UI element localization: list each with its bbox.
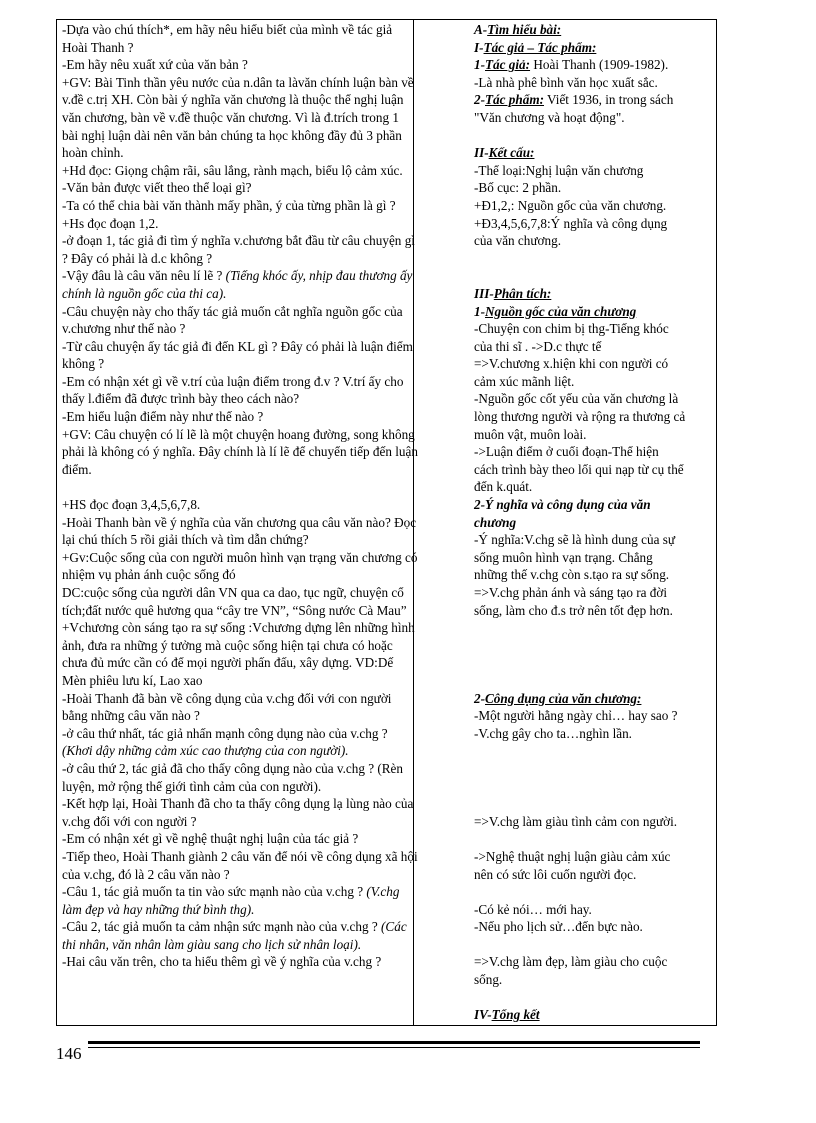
- text-line: -Thể loại:Nghị luận văn chương: [474, 162, 644, 178]
- text-line: làm đẹp và hay những thứ bình thg).: [62, 901, 255, 917]
- text-line: -Em hãy nêu xuất xứ của văn bản ?: [62, 57, 248, 73]
- text-line: +GV: Bài Tinh thần yêu nước của n.dân ta làvăn chính luận bàn về: [62, 74, 414, 90]
- text-line: của văn chương.: [474, 233, 561, 249]
- text-line: v.chương như thế nào ?: [62, 321, 186, 337]
- section-heading: A-Tìm hiểu bài:: [474, 22, 562, 37]
- text-line: -Một người hằng ngày chỉ… hay sao ?: [474, 708, 678, 724]
- footer-rule-thin: [88, 1047, 700, 1048]
- text-line: -V.chg gây cho ta…nghìn lần.: [474, 725, 632, 741]
- text-line: -Kết hợp lại, Hoài Thanh đã cho ta thấy công dụng lạ lùng nào của: [62, 796, 414, 812]
- text-line: =>V.chương x.hiện khi con người có: [474, 356, 669, 372]
- text-line: -Hoài Thanh bàn về ý nghĩa của văn chương qua câu văn nào? Đọc: [62, 514, 417, 530]
- text-line: chính là nguồn gốc của thi ca).: [62, 285, 227, 301]
- text-line: bằng những câu văn nào ?: [62, 708, 200, 724]
- text-line: -Là nhà phê bình văn học xuất sắc.: [474, 74, 658, 90]
- text-line: -Nguồn gốc cốt yếu của văn chương là: [474, 391, 679, 407]
- text-line: văn chương, bàn về v.đề thuộc văn chương. Vì là đ.trích trong 1: [62, 109, 399, 125]
- text-line: luyện, mở rộng thế giới tình cảm của con người).: [62, 778, 322, 794]
- section-heading: IV-Tổng kết: [474, 1007, 540, 1023]
- text-line: -ở câu thứ nhất, tác giả nhấn mạnh công dụng nào của v.chg ?: [62, 725, 388, 741]
- teacher-activities-column: [62, 21, 462, 971]
- text-line: những thế v.chg còn s.tạo ra sự sống.: [474, 567, 670, 583]
- text-line: muôn vật, muôn loài.: [474, 426, 587, 442]
- text-line: cảm xúc mãnh liệt.: [474, 373, 575, 389]
- text-line: phải là không có ý nghĩa. Đây chính là lí lẽ để chuyển tiếp đến luận: [62, 444, 418, 460]
- section-heading: 2-Công dụng của văn chương:: [474, 690, 642, 706]
- text-line: không ?: [62, 356, 105, 372]
- text-line: +Đ1,2,: Nguồn gốc của văn chương.: [474, 197, 667, 213]
- text-line: lòng thương người và rộng ra thương cả: [474, 409, 686, 425]
- section-heading: 1-Nguồn gốc của văn chương: [474, 303, 637, 319]
- text-line: +Đ3,4,5,6,7,8:Ý nghĩa và công dụng: [474, 215, 668, 231]
- text-line: -Dựa vào chú thích*, em hãy nêu hiểu biết của mình về tác giả: [62, 22, 393, 37]
- text-line: -Từ câu chuyện ấy tác giả đi đến KL gì ? Đây có phải là luận điểm: [62, 338, 413, 354]
- text-line: Hoài Thanh ?: [62, 39, 134, 55]
- text-line: +Hs đọc đoạn 1,2.: [62, 215, 159, 231]
- text-line: lại chú thích 5 rồi giải thích và tìm dẫn chứng?: [62, 532, 309, 548]
- text-line: (Khơi dậy những cảm xúc cao thượng của con người).: [62, 743, 349, 759]
- text-line: thấy l.điểm đã được trình bày theo cách nào?: [62, 391, 300, 407]
- text-line: v.đề c.trị XH. Còn bài ý nghĩa văn chương là thuộc thể nghị luận: [62, 92, 404, 108]
- text-line: hoàn chỉnh.: [62, 145, 124, 161]
- section-heading: I-Tác giả – Tác phẩm:: [474, 39, 597, 55]
- text-line: chưa đủ mức cần có để mọi người phấn đấu, xây dựng. VD:Dế: [62, 655, 394, 671]
- text-line: +Vchương còn sáng tạo ra sự sống :Vchương dựng lên những hình: [62, 620, 415, 636]
- text-line: 1-Tác giả: Hoài Thanh (1909-1982).: [474, 57, 669, 73]
- text-line: thi nhân, văn nhân làm giàu sang cho lịch sử nhân loại).: [62, 936, 362, 952]
- text-line: bài nghị luận dài nên văn bản chúng ta học không đầy đủ 3 phần: [62, 127, 402, 143]
- text-line: điểm.: [62, 461, 92, 477]
- text-line: -Tiếp theo, Hoài Thanh giành 2 câu văn để nói về công dụng xã hội: [62, 848, 418, 864]
- text-line: Mèn phiêu lưu kí, Lao xao: [62, 672, 203, 688]
- text-line: sống muôn hình vạn trạng. Chẳng: [474, 549, 653, 565]
- section-heading: chương: [474, 514, 517, 530]
- text-line: +HS đọc đoạn 3,4,5,6,7,8.: [62, 497, 201, 513]
- text-line: DC:cuộc sống của người dân VN qua ca dao, tục ngữ, chuyện cổ: [62, 585, 404, 600]
- section-heading: II-Kết cấu:: [474, 145, 535, 161]
- section-heading: III-Phân tích:: [474, 285, 552, 301]
- text-line: -ở đoạn 1, tác giả đi tìm ý nghĩa v.chương bắt đầu từ câu chuyện gì: [62, 233, 415, 249]
- text-line: -Nếu pho lịch sử…đến bực nào.: [474, 919, 643, 935]
- text-line: ->Luận điểm ở cuối đoạn-Thể hiện: [474, 444, 659, 460]
- text-line: của thi sĩ . ->D.c thực tế: [474, 338, 602, 354]
- text-line: -Hoài Thanh đã bàn về công dụng của v.chg đối với con người: [62, 690, 392, 706]
- text-line: nên có sức lôi cuốn người đọc.: [474, 866, 637, 882]
- text-line: -Em hiểu luận điểm này như thế nào ?: [62, 409, 264, 425]
- text-line: -Câu chuyện này cho thấy tác giả muốn cắt nghĩa nguồn gốc của: [62, 303, 403, 319]
- text-line: -Ý nghĩa:V.chg sẽ là hình dung của sự: [474, 532, 676, 548]
- content-column: [474, 21, 712, 1024]
- text-line: ảnh, đưa ra những ý tưởng mà cuộc sống hiện tại chưa có hoặc: [62, 637, 393, 653]
- text-line: 2-Tác phẩm: Viết 1936, in trong sách: [474, 92, 674, 108]
- text-line: -ở câu thứ 2, tác giả đã cho thấy công dụng nào của v.chg ? (Rèn: [62, 760, 404, 776]
- text-line: -Bố cục: 2 phần.: [474, 180, 562, 196]
- text-line: "Văn chương và hoạt động".: [474, 109, 625, 125]
- text-line: -Có kẻ nói… mới hay.: [474, 901, 592, 917]
- text-line: -Ta có thể chia bài văn thành mấy phần, ý của từng phần là gì ?: [62, 197, 396, 213]
- text-line: nhiệm vụ phản ánh cuộc sống đó: [62, 567, 236, 583]
- text-line: -Câu 1, tác giả muốn ta tin vào sức mạnh nào của v.chg ? (V.chg: [62, 884, 400, 900]
- text-line: -Em có nhận xét gì về v.trí của luận điểm trong đ.v ? V.trí ấy cho: [62, 373, 404, 389]
- text-line: -Câu 2, tác giả muốn ta cảm nhận sức mạnh nào của v.chg ? (Các: [62, 919, 407, 935]
- text-line: -Em có nhận xét gì về nghệ thuật nghị luận của tác giả ?: [62, 831, 359, 847]
- section-heading: 2-Ý nghĩa và công dụng của văn: [474, 497, 651, 513]
- footer-rule-thick: [88, 1041, 700, 1044]
- text-line: +GV: Câu chuyện có lí lẽ là một chuyện hoang đường, song không: [62, 426, 415, 442]
- text-line: =>V.chg làm giàu tình cảm con người.: [474, 813, 678, 829]
- text-line: -Chuyện con chim bị thg-Tiếng khóc: [474, 321, 669, 337]
- text-line: =>V.chg làm đẹp, làm giàu cho cuộc: [474, 954, 668, 970]
- page-number: 146: [56, 1044, 82, 1063]
- text-line: ->Nghệ thuật nghị luận giàu cảm xúc: [474, 848, 671, 864]
- text-line: v.chg đối với con người ?: [62, 813, 197, 829]
- text-line: ? Đây có phải là d.c không ?: [62, 250, 213, 266]
- text-line: cách trình bày theo lối qui nạp từ cụ thể: [474, 461, 684, 477]
- text-line: sống.: [474, 972, 503, 988]
- text-line: tích;đất nước quê hương qua “cây tre VN”, “Sông nước Cà Mau”: [62, 602, 407, 618]
- text-line: -Vậy đâu là câu văn nêu lí lẽ ? (Tiếng khóc ấy, nhịp đau thương ấy: [62, 268, 413, 284]
- text-line: của v.chg, đó là 2 câu văn nào ?: [62, 866, 230, 882]
- text-line: +Hd đọc: Giọng chậm rãi, sâu lắng, rành mạch, biểu lộ cảm xúc.: [62, 162, 403, 178]
- text-line: +Gv:Cuộc sống của con người muôn hình vạn trạng văn chương có: [62, 549, 418, 565]
- text-line: sống, làm cho đ.s trở nên tốt đẹp hơn.: [474, 602, 673, 618]
- text-line: -Văn bản được viết theo thể loại gì?: [62, 180, 252, 196]
- text-line: =>V.chg phản ánh và sáng tạo ra đời: [474, 585, 667, 600]
- text-line: -Hai câu văn trên, cho ta hiểu thêm gì về ý nghĩa của v.chg ?: [62, 954, 382, 970]
- text-line: đến k.quát.: [474, 479, 533, 495]
